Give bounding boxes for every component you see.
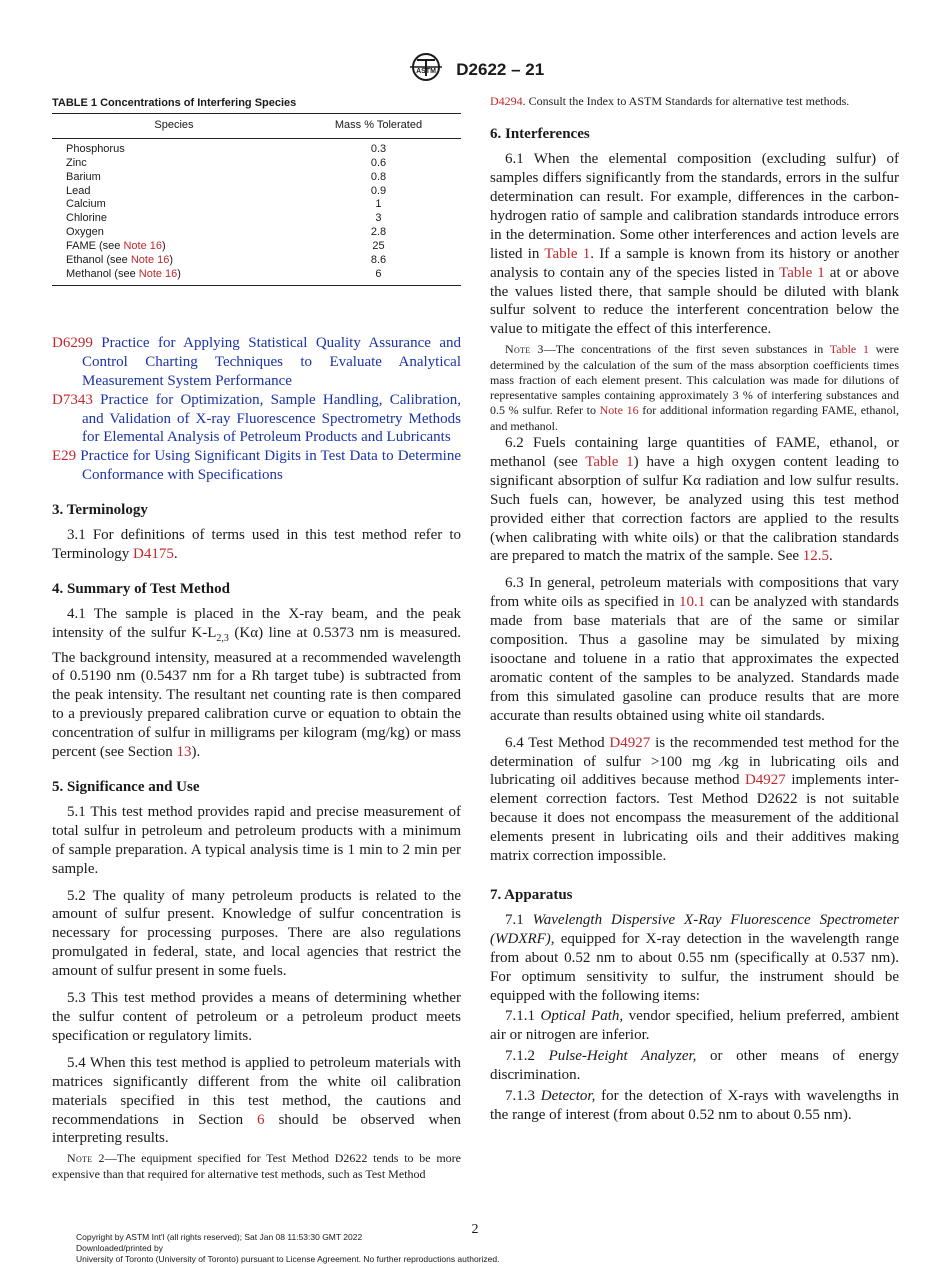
note-2-continued: D4294. Consult the Index to ASTM Standards for alternative test methods. — [490, 94, 850, 108]
paragraph-6-1: 6.1 When the elemental composition (excluding sulfur) of samples differs significantly from the standards, errors in the sulfur determination can result. For example, differences in the carbon-hydrogen ratio of sample and calibration standards introduce errors in the determination. Some other interferences and action levels are listed in Table 1. If a sample is known from its history or another analysis to contain any of the species listed in Table 1 at or above the values listed there, that sample should be diluted with blank sulfur solvent to reduce the interferent concentration below the value to mitigate the effect of this interference. — [490, 151, 899, 338]
paragraph-5-2: 5.2 The quality of many petroleum products is related to the amount of sulfur present. Knowledge of sulfur concentration is necessary for processing purposes. There are also regulations promulgated in federal, state, and local agencies that restrict the amount of sulfur present in some fuels. — [52, 887, 461, 980]
section-13-link[interactable]: 13 — [176, 744, 192, 761]
value-cell: 6 — [296, 268, 461, 285]
column-header-mass: Mass % Tolerated — [296, 113, 461, 138]
table-1-link[interactable]: Table 1 — [585, 453, 634, 470]
note-16-link[interactable]: Note 16 — [123, 240, 162, 253]
value-cell: 8.6 — [370, 254, 387, 267]
note-16-link[interactable]: Note 16 — [138, 267, 178, 280]
paragraph-6-3: 6.3 In general, petroleum materials with compositions that vary from white oils as specified in 10.1 can be analyzed with standards made from base materials that are of the same or similar composition. Thus a gasoline may be simulated by mixing isooctane and toluene in a ratio that approximates the expected aromatic content of the samples to be analyzed. Standards made from this simulated gasoline can produce results that are more accurate than results obtained using white oil standards. — [490, 575, 899, 724]
paragraph-6-4: 6.4 Test Method D4927 is the recommended test method for the determination of sulfur >100 mg ⁄kg in lubricating oils and lubricating oil additives because method D4927 implements inter-element correction factors. Test Method D2622 is not suitable because it does not encompass the measurement of the additional elements present in lubricating oils and their additives making matrix correction impossible. — [490, 734, 900, 865]
column-header-species: Species — [52, 113, 296, 138]
interfering-species-table — [52, 113, 461, 286]
footer-line: Downloaded/printed by — [76, 1243, 163, 1253]
d4294-link[interactable]: D4294 — [490, 94, 523, 108]
table-row — [52, 254, 461, 268]
paragraph-7-1-2: 7.1.2 Pulse-Height Analyzer, or other means of energy discrimination. — [490, 1048, 899, 1084]
table-caption: TABLE 1 Concentrations of Interfering Species — [52, 97, 297, 109]
note-3: Note 3—The concentrations of the first seven substances in Table 1 were determined by the calculation of the sum of the mass absorption coefficients times mass fraction of each element present. This calculation was made for dilutions of representative samples containing approximately 3 % of interfering substances and 0.5 % sulfur. Refer to Note 16 for additional information regarding FAME, ethanol, and methanol. — [490, 342, 900, 433]
d4175-link[interactable]: D4175 — [133, 545, 174, 562]
table-row — [52, 268, 461, 285]
paragraph-6-2: 6.2 Fuels containing large quantities of FAME, ethanol, or methanol (see Table 1) have a high oxygen content leading to significant absorption of sulfur Kα radiation and low sulfur results. Such fuels can, however, be analyzed using this test method provided either that correction factors are applied to the results (when calibrating with white oils) or that the calibration standards are prepared to match the matrix of the sample. See 12.5. — [490, 435, 899, 565]
section-heading-interferences: 6. Interferences — [490, 126, 590, 143]
referenced-documents-list — [52, 334, 461, 485]
table-row — [52, 226, 461, 240]
value-cell: 0.9 — [370, 184, 387, 197]
section-heading-apparatus: 7. Apparatus — [490, 886, 573, 903]
left-column — [52, 94, 461, 1182]
page-header — [0, 52, 950, 87]
species-cell: Phosphorus — [66, 142, 125, 155]
species-cell: Barium — [66, 170, 101, 183]
species-cell: Chlorine — [66, 212, 107, 225]
paragraph-7-1-3: 7.1.3 Detector, for the detection of X-rays with wavelengths in the range of interest (from about 0.52 nm to about 0.55 nm). — [490, 1088, 899, 1123]
section-6-link[interactable]: 6 — [257, 1111, 265, 1128]
table-row — [52, 171, 461, 185]
astm-logo-icon — [406, 52, 446, 87]
species-cell: Calcium — [66, 198, 106, 211]
value-cell: 0.6 — [370, 156, 387, 169]
reference-item — [52, 334, 461, 391]
value-cell: 2.8 — [370, 226, 387, 239]
section-heading-terminology: 3. Terminology — [52, 502, 148, 519]
table-row — [52, 212, 461, 226]
reference-item — [52, 447, 461, 485]
species-cell: Lead — [66, 184, 91, 197]
table-row — [52, 198, 461, 212]
reference-title-link[interactable]: Practice for Applying Statistical Quality Assurance and Control Charting Techniques to Evaluate Analytical Measurement System Performance — [82, 334, 461, 389]
reference-code-link[interactable]: D6299 — [52, 334, 93, 351]
value-cell: 0.8 — [370, 170, 387, 183]
reference-code-link[interactable]: E29 — [52, 448, 77, 465]
footer-line: Copyright by ASTM Int'l (all rights reserved); Sat Jan 08 11:53:30 GMT 2022 — [76, 1232, 363, 1242]
section-12-5-link[interactable]: 12.5 — [802, 548, 830, 565]
designation-title: D2622 – 21 — [456, 59, 545, 79]
paragraph-3-1: 3.1 For definitions of terms used in this test method refer to Terminology D4175. — [52, 527, 461, 562]
paragraph-5-3: 5.3 This test method provides a means of determining whether the sulfur content of petroleum or a petroleum product meets specification or regulatory limits. — [52, 990, 461, 1044]
value-cell: 0.3 — [370, 142, 387, 155]
value-cell: 3 — [375, 212, 382, 225]
d4927-link[interactable]: D4927 — [744, 772, 786, 789]
section-heading-significance: 5. Significance and Use — [52, 779, 200, 795]
note-16-link[interactable]: Note 16 — [599, 403, 639, 418]
section-heading-summary: 4. Summary of Test Method — [52, 580, 230, 597]
copyright-footer — [76, 1232, 500, 1265]
table-1-link[interactable]: Table 1 — [544, 245, 591, 262]
paragraph-7-1: 7.1 Wavelength Dispersive X-Ray Fluorescence Spectrometer (WDXRF), equipped for X-ray detection in the wavelength range from about 0.52 nm to about 0.55 nm (specifically at 0.537 nm). For optimum sensitivity to sulfur, the instrument should be equipped with the following items: — [490, 911, 899, 1004]
species-cell: Ethanol (see Note 16) — [66, 254, 174, 267]
table-row — [52, 185, 461, 199]
reference-item — [52, 391, 461, 448]
species-cell: Zinc — [66, 156, 87, 169]
table-1-link[interactable]: Table 1 — [829, 342, 869, 357]
note-16-link[interactable]: Note 16 — [130, 254, 170, 267]
species-cell: FAME (see Note 16) — [66, 240, 166, 253]
value-cell: 1 — [375, 198, 382, 211]
right-column — [490, 94, 899, 1133]
paragraph-7-1-1: 7.1.1 Optical Path, vendor specified, helium preferred, ambient air or nitrogen are inferior. — [490, 1008, 899, 1044]
footer-line: University of Toronto (University of Toronto) pursuant to License Agreement. No further reproductions authorized. — [76, 1254, 500, 1264]
d4927-link[interactable]: D4927 — [609, 734, 651, 751]
reference-title-link[interactable]: Practice for Optimization, Sample Handling, Calibration, and Validation of X-ray Fluorescence Spectrometry Methods for Elemental Analysis of Petroleum Products and Lubricants — [82, 391, 462, 446]
paragraph-5-1: 5.1 This test method provides rapid and precise measurement of total sulfur in petroleum and petroleum products with a minimum of sample preparation. A typical analysis time is 1 min to 2 min per sample. — [52, 803, 461, 877]
page-number: 2 — [471, 1222, 479, 1237]
value-cell: 25 — [372, 240, 385, 253]
table-row — [52, 157, 461, 171]
species-cell: Methanol (see Note 16) — [52, 268, 296, 285]
reference-code-link[interactable]: D7343 — [52, 391, 93, 408]
table-row — [52, 138, 461, 156]
paragraph-4-1: 4.1 The sample is placed in the X-ray beam, and the peak intensity of the sulfur $K-L_{2,3}$ (Kα) line at 0.5373 nm is measured. The background intensity, measured at a recommended wavelength of 0.5190 nm (0.5437 nm for a Rh target tube) is subtracted from the peak intensity. The resultant net counting rate is then compared to a previously prepared calibration curve or equation to obtain the concentration of sulfur in milligrams per kilogram (mg/kg) or mass percent (see Section 13). — [52, 605, 461, 761]
svg-text:ASTM: ASTM — [415, 68, 436, 75]
table-row — [52, 240, 461, 254]
paragraph-5-4: 5.4 When this test method is applied to petroleum materials with matrices significantly different from the white oil calibration materials specified in this test method, the cautions and recommendations in Section 6 should be observed when interpreting results. — [52, 1054, 461, 1147]
reference-title-link[interactable]: Practice for Using Significant Digits in Test Data to Determine Conformance with Specifications — [80, 448, 461, 484]
note-2: Note 2—The equipment specified for Test Method D2622 tends to be more expensive than that required for alternative test methods, such as Test Method — [52, 1151, 461, 1181]
section-10-1-link[interactable]: 10.1 — [679, 594, 706, 611]
species-cell: Oxygen — [66, 226, 104, 239]
table-1-link[interactable]: Table 1 — [779, 264, 825, 281]
